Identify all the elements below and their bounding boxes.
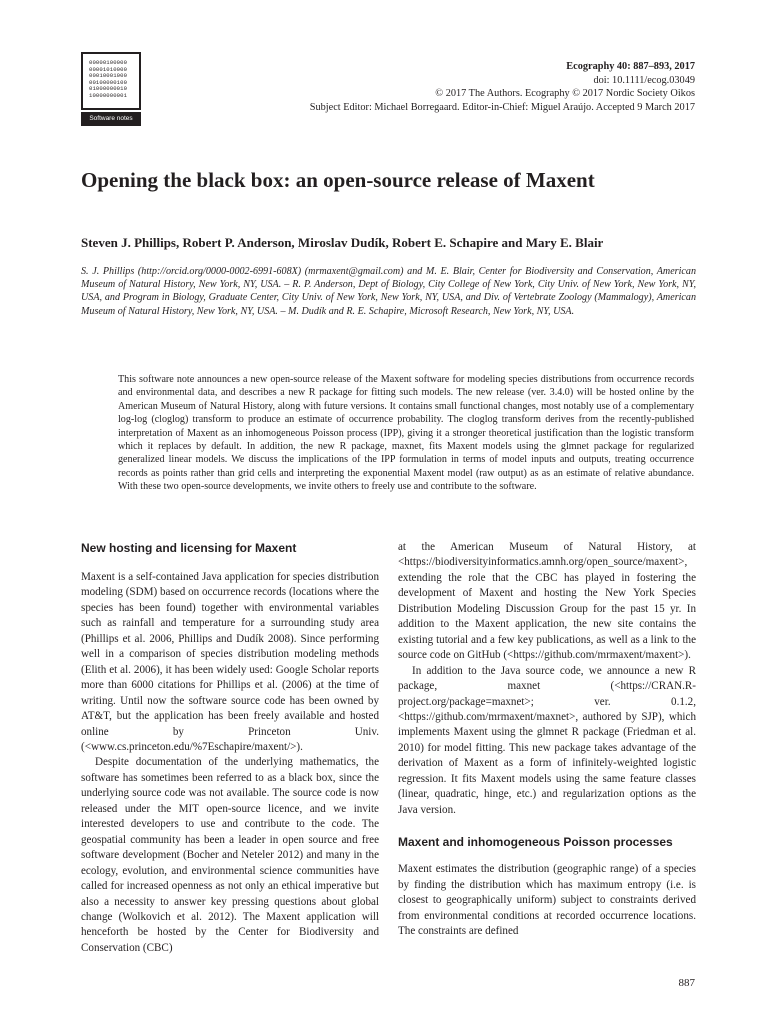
binary-line: 10000000001 (89, 91, 128, 99)
software-notes-badge (81, 52, 141, 128)
left-column (81, 540, 379, 956)
doi[interactable]: doi: 10.1111/ecog.03049 (593, 74, 695, 86)
binary-line: 00001010000 (89, 65, 128, 73)
affiliations: S. J. Phillips (http://orcid.org/0000-0002-6991-608X) (mrmaxent@gmail.com) and M. E. Blair, Center for Biodiversity and Conservation, American Museum of Natural History, New York, NY, USA. – R. P. Anderson, Dept of Biology, City College of New York, City Univ. of New York, New York, NY, USA, and Program in Biology, Graduate Center, City Univ. of New York, New York, NY, USA, and Div. of Vertebrate Zoology (Mammalogy), American Museum of Natural History, New York, NY, USA. – M. Dudík and R. E. Schapire, Microsoft Research, New York, NY, USA. (81, 266, 696, 317)
author-list: Steven J. Phillips, Robert P. Anderson, Miroslav Dudík, Robert E. Schapire and Mary E. Blair (81, 235, 604, 250)
editors: Subject Editor: Michael Borregaard. Editor-in-Chief: Miguel Araújo. Accepted 9 March 2017 (309, 101, 695, 113)
paragraph: Despite documentation of the underlying mathematics, the software has sometimes been referred to as a black box, since the underlying source code was not available. The source code is now released under the MIT open-source licence, and we invite interested developers to use and contribute to the code. The geospatial community has been a leader in open source and free software development (Bocher and Neteler 2012) and many in the ecology, evolution, and environmental science communities have called for increased openness as not only an ethical imperative but also a necessity to answer key pressing questions about global change (Wolkovich et al. 2012). The Maxent application will henceforth be hosted by the Center for Biodiversity and Conservation (CBC) (81, 756, 379, 954)
paragraph: In addition to the Java source code, we announce a new R package, maxnet (<https://CRAN.R-project.org/package=maxnet>; ver. 0.1.2, <https://github.com/mrmaxent/maxnet>, authored by SJP), which implements Maxent using the glmnet R package (Friedman et al. 2010) for model fitting. This new package takes advantage of the derivation of Maxent as a form of infinitely-weighted logistic regression. It fits Maxent models using the same feature classes (linear, quadratic, hinge, etc.) and regularization options as the Java version. (398, 664, 696, 816)
section-label: Software notes (81, 112, 141, 126)
paragraph: at the American Museum of Natural History, at <https://biodiversityinformatics.amnh.org/open_source/maxent>, extending the role that the CBC has played in fostering the development of Maxent and hosting the New York Species Distribution Modeling Discussion Group for the past 15 yr. In addition to the Maxent application, the new site contains the existing tutorial and a few key publications, as well as a link to the source code on GitHub (<https://github.com/mrmaxent/maxent>). (398, 541, 696, 662)
paragraph: Maxent is a self-contained Java application for species distribution modeling (SDM) based on occurrence records (locations where the species has been found) together with environmental variables such as rainfall and temperature for a surrounding study area (Phillips et al. 2006, Phillips and Dudík 2008). Since performing well in a comparison of species distribution modeling methods (Elith et al. 2006), it has been widely used: Google Scholar reports more than 6000 citations for Phillips et al. (2006) at the time of writing. Until now the software source code has been owned by AT&T, but the application has been freely available and hosted online by Princeton Univ. (<www.cs.princeton.edu/%7Eschapire/maxent/>). (81, 571, 379, 753)
page-number: 887 (678, 977, 695, 989)
binary-line: 00000100000 (89, 59, 128, 66)
section-heading-hosting: New hosting and licensing for Maxent (81, 541, 297, 555)
right-column (398, 540, 696, 939)
copyright: © 2017 The Authors. Ecography © 2017 Nordic Society Oikos (435, 88, 695, 100)
paragraph: Maxent estimates the distribution (geographic range) of a species by finding the distribution which has maximum entropy (i.e. is closest to geographically uniform) subject to constraints derived from environmental conditions at recorded occurrence locations. The constraints are defined (398, 863, 696, 937)
binary-line: 00100000100 (89, 78, 128, 86)
binary-line: 00010001000 (89, 72, 128, 79)
article-title: Opening the black box: an open-source release of Maxent (81, 168, 595, 192)
abstract: This software note announces a new open-source release of the Maxent software for modeling species distributions from occurrence records and environmental data, and describes a new R package for fitting such models. The new release (ver. 3.4.0) will be hosted online by the American Museum of Natural History, along with future versions. It contains small functional changes, most notably use of a complementary log-log (cloglog) transform to produce an estimate of occurrence probability. The cloglog transform derives from the recently-published interpretation of Maxent as an inhomogeneous Poisson process (IPP), giving it a stronger theoretical justification than the logistic transform which it replaces by default. In addition, the new R package, maxnet, fits Maxent models using the glmnet package for regularized generalized linear models. We discuss the implications of the IPP formulation in terms of model inputs and outputs, treating occurrence records as points rather than grid cells and interpreting the exponential Maxent model (raw output) as as an estimate of relative abundance. With these two open-source developments, we invite others to freely use and contribute to the software. (118, 374, 694, 493)
article-metadata (310, 60, 695, 114)
journal-citation: Ecography 40: 887–893, 2017 (566, 61, 695, 72)
binary-line: 01000000010 (89, 85, 128, 92)
section-heading-poisson: Maxent and inhomogeneous Poisson processes (398, 835, 673, 850)
binary-logo (81, 52, 141, 110)
